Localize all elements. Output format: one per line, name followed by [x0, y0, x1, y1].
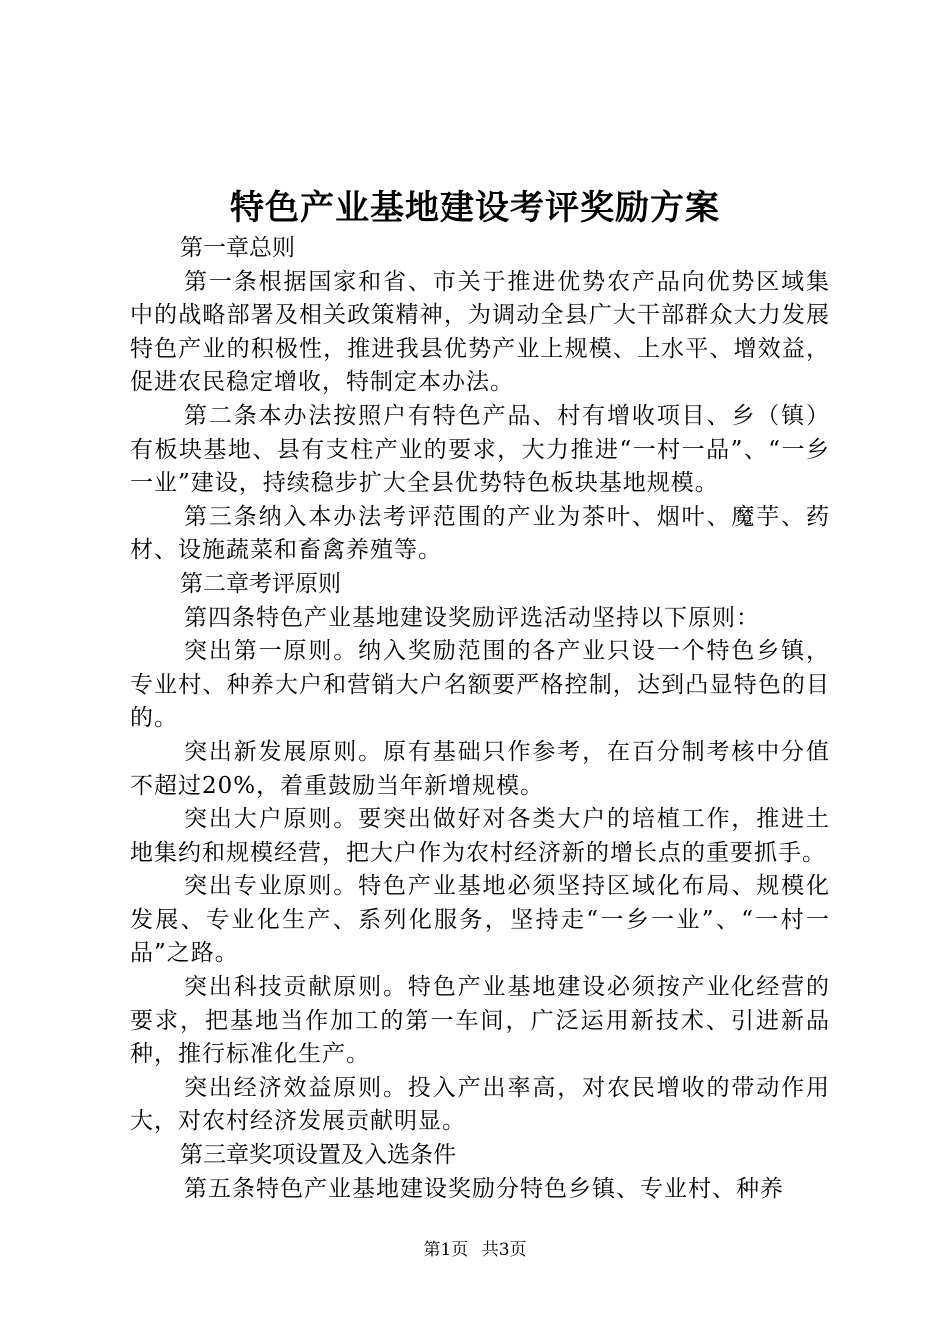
paragraph: 突出新发展原则。原有基础只作参考，在百分制考核中分值不超过20%，着重鼓励当年新增规模。 — [130, 738, 830, 799]
chapter-heading: 第二章考评原则 — [180, 570, 341, 597]
paragraph: 突出科技贡献原则。特色产业基地建设必须按产业化经营的要求，把基地当作加工的第一车间，广泛运用新技术、引进新品种，推行标准化生产。 — [130, 974, 830, 1068]
paragraph: 突出专业原则。特色产业基地必须坚持区域化布局、规模化发展、专业化生产、系列化服务，坚持走“一乡一业”、“一村一品”之路。 — [130, 873, 830, 967]
page-total: 共3页 — [481, 1240, 527, 1260]
paragraph: 第三条纳入本办法考评范围的产业为茶叶、烟叶、魔芋、药材、设施蔬菜和畜禽养殖等。 — [130, 503, 830, 564]
paragraph: 第四条特色产业基地建设奖励评选活动坚持以下原则： — [184, 604, 760, 631]
document-title: 特色产业基地建设考评奖励方案 — [230, 188, 720, 228]
paragraph: 突出大户原则。要突出做好对各类大户的培植工作，推进土地集约和规模经营，把大户作为农村经济新的增长点的重要抓手。 — [130, 806, 830, 866]
chapter-heading: 第三章奖项设置及入选条件 — [180, 1142, 456, 1169]
page-footer — [0, 1238, 950, 1262]
paragraph: 第二条本办法按照户有特色产品、村有增收项目、乡（镇）有板块基地、县有支柱产业的要求，大力推进“一村一品”、“一乡一业”建设，持续稳步扩大全县优势特色板块基地规模。 — [130, 402, 830, 497]
paragraph: 第五条特色产业基地建设奖励分特色乡镇、专业村、种养 — [184, 1175, 784, 1202]
document-body — [130, 232, 830, 1206]
paragraph: 第一条根据国家和省、市关于推进优势农产品向优势区域集中的战略部署及相关政策精神，为调动全县广大干部群众大力发展特色产业的积极性，推进我县优势产业上规模、上水平、增效益，促进农民稳定增收，特制定本办法。 — [130, 268, 830, 396]
paragraph: 突出经济效益原则。投入产出率高，对农民增收的带动作用大，对农村经济发展贡献明显。 — [130, 1074, 830, 1135]
chapter-heading: 第一章总则 — [180, 235, 295, 261]
paragraph: 突出第一原则。纳入奖励范围的各产业只设一个特色乡镇，专业村、种养大户和营销大户名额要严格控制，达到凸显特色的目的。 — [130, 638, 830, 732]
page-number: 第1页 — [423, 1240, 469, 1260]
